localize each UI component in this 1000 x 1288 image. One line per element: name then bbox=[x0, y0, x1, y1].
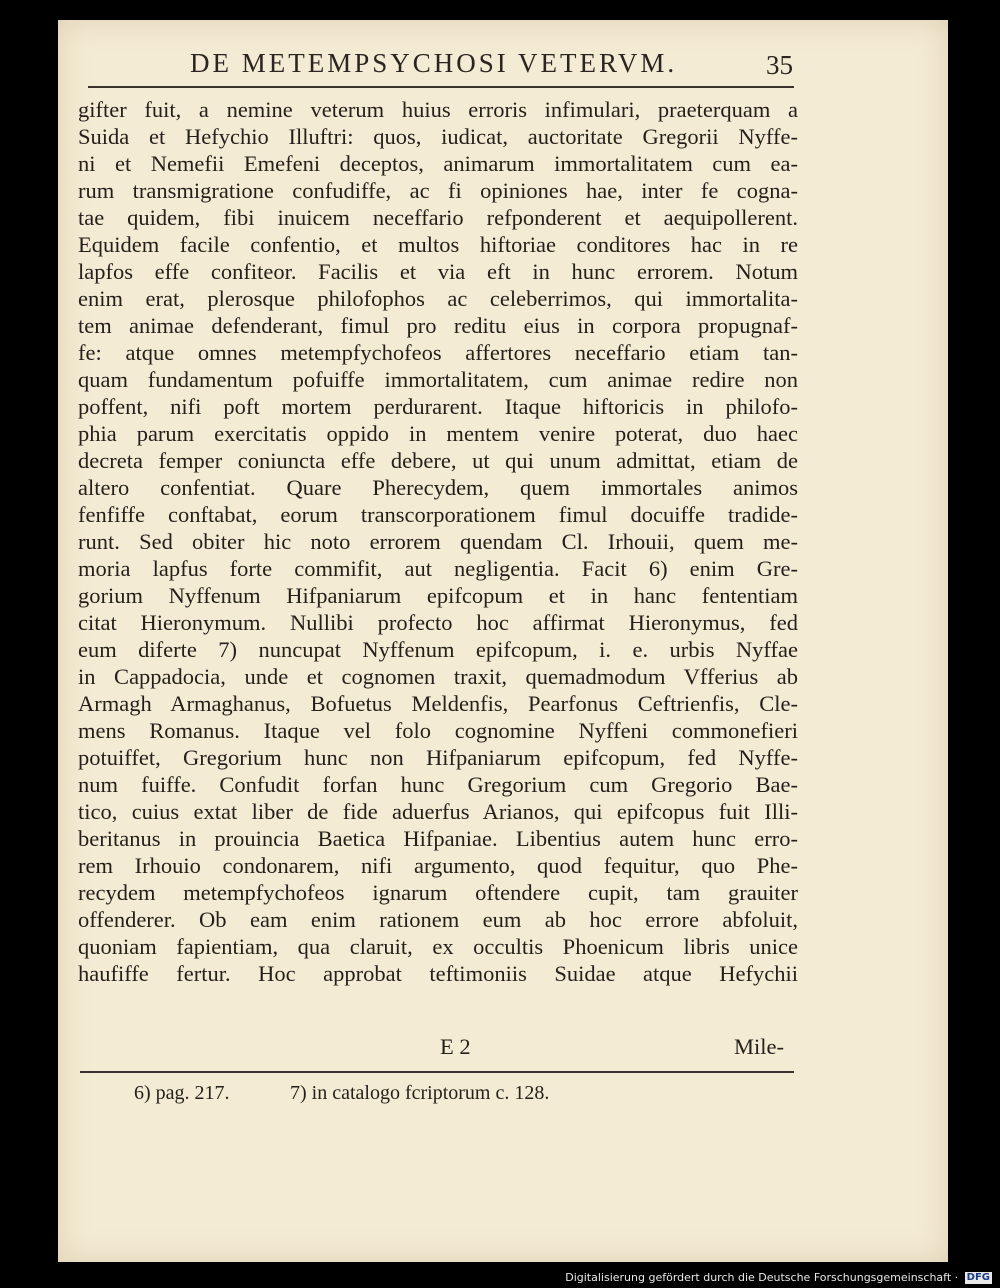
text-line: mens Romanus. Itaque vel folo cognomine Nyffeni commonefieri bbox=[78, 718, 798, 743]
text-line: offenderer. Ob eam enim rationem eum ab hoc errore abfoluit, bbox=[78, 907, 798, 932]
footnote-7: 7) in catalogo fcriptorum c. 128. bbox=[290, 1082, 550, 1104]
page-number: 35 bbox=[766, 50, 793, 80]
text-line: enim erat, plerosque philofophos ac celeberrimos, qui immortalita- bbox=[78, 286, 798, 311]
text-line: phia parum exercitatis oppido in mentem venire poterat, duo haec bbox=[78, 421, 798, 446]
text-line: decreta femper coniuncta effe debere, ut qui unum admittat, etiam de bbox=[78, 448, 798, 473]
text-line: runt. Sed obiter hic noto errorem quendam Cl. Irhouii, quem me- bbox=[78, 529, 798, 554]
text-line: rum transmigratione confudiffe, ac fi opiniones hae, inter fe cogna- bbox=[78, 178, 798, 203]
text-line: tem animae defenderant, fimul pro reditu eius in corpora propugnaf- bbox=[78, 313, 798, 338]
digitization-credit bbox=[565, 1271, 992, 1284]
text-line: altero confentiat. Quare Pherecydem, quem immortales animos bbox=[78, 475, 798, 500]
running-title: DE METEMPSYCHOSI VETERVM. bbox=[190, 48, 678, 78]
footnote-6: 6) pag. 217. bbox=[134, 1082, 230, 1104]
body-text bbox=[78, 96, 798, 987]
text-line: poffent, nifi poft mortem perdurarent. Itaque hiftoricis in philofo- bbox=[78, 394, 798, 419]
text-line: haufiffe fertur. Hoc approbat teftimoniis Suidae atque Hefychii bbox=[78, 961, 798, 986]
text-line: Equidem facile confentio, et multos hiftoriae conditores hac in re bbox=[78, 232, 798, 257]
dfg-logo: DFG bbox=[966, 1272, 990, 1283]
signature-mark: E 2 bbox=[440, 1034, 471, 1059]
text-line: citat Hieronymum. Nullibi profecto hoc affirmat Hieronymus, fed bbox=[78, 610, 798, 635]
text-line: eum diferte 7) nuncupat Nyffenum epifcopum, i. e. urbis Nyffae bbox=[78, 637, 798, 662]
text-line: gorium Nyffenum Hifpaniarum epifcopum et in hanc fententiam bbox=[78, 583, 798, 608]
footnote-rule bbox=[80, 1071, 794, 1073]
text-line: quam fundamentum pofuiffe immortalitatem, cum animae redire non bbox=[78, 367, 798, 392]
text-line: quoniam fapientiam, qua claruit, ex occultis Phoenicum libris unice bbox=[78, 934, 798, 959]
text-line: lapfos effe confiteor. Facilis et via eft in hunc errorem. Notum bbox=[78, 259, 798, 284]
text-line: recydem metempfychofeos ignarum oftendere cupit, tam grauiter bbox=[78, 880, 798, 905]
text-line: gifter fuit, a nemine veterum huius erroris infimulari, praeterquam a bbox=[78, 97, 798, 122]
text-line: num fuiffe. Confudit forfan hunc Gregorium cum Gregorio Bae- bbox=[78, 772, 798, 797]
text-line: tico, cuius extat liber de fide aduerfus Arianos, qui epifcopus fuit Illi- bbox=[78, 799, 798, 824]
text-line: potuiffet, Gregorium hunc non Hifpaniarum epifcopum, fed Nyffe- bbox=[78, 745, 798, 770]
credit-text: Digitalisierung gefördert durch die Deutsche Forschungsgemeinschaft · bbox=[565, 1271, 959, 1284]
text-line: rem Irhouio condonarem, nifi argumento, quod fequitur, quo Phe- bbox=[78, 853, 798, 878]
text-line: moria lapfus forte commifit, aut negligentia. Facit 6) enim Gre- bbox=[78, 556, 798, 581]
text-line: ni et Nemefii Emefeni deceptos, animarum immortalitatem cum ea- bbox=[78, 151, 798, 176]
text-line: in Cappadocia, unde et cognomen traxit, quemadmodum Vfferius ab bbox=[78, 664, 798, 689]
catchword: Mile- bbox=[734, 1034, 784, 1059]
text-line: Suida et Hefychio Illuftri: quos, iudicat, auctoritate Gregorii Nyffe- bbox=[78, 124, 798, 149]
header-rule bbox=[88, 86, 794, 88]
text-line: Armagh Armaghanus, Bofuetus Meldenfis, Pearfonus Ceftrienfis, Cle- bbox=[78, 691, 798, 716]
text-line: tae quidem, fibi inuicem neceffario refponderent et aequipollerent. bbox=[78, 205, 798, 230]
text-line: fenfiffe conftabat, eorum transcorporationem fimul docuiffe tradide- bbox=[78, 502, 798, 527]
text-line: fe: atque omnes metempfychofeos affertores neceffario etiam tan- bbox=[78, 340, 798, 365]
text-line: beritanus in prouincia Baetica Hifpaniae. Libentius autem hunc erro- bbox=[78, 826, 798, 851]
